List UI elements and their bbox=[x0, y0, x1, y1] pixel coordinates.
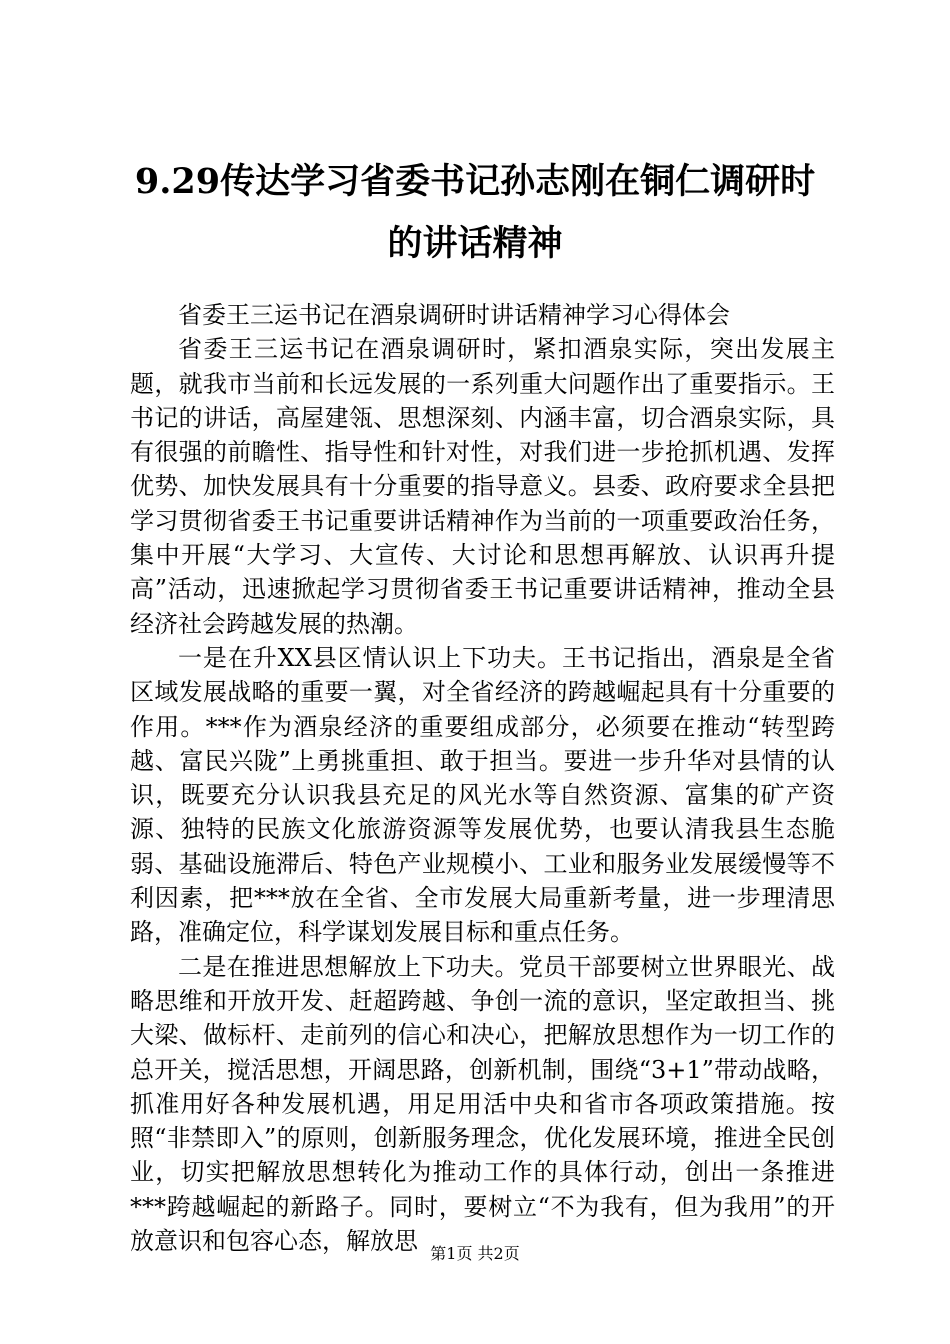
paragraph-subtitle: 省委王三运书记在酒泉调研时讲话精神学习心得体会 bbox=[178, 301, 730, 329]
paragraph-intro: 省委王三运书记在酒泉调研时，紧扣酒泉实际，突出发展主题，就我市当前和长远发展的一系列重大问题作出了重要指示。王书记的讲话，高屋建瓴、思想深刻、内涵丰富，切合酒泉实际，具有很强的前瞻性、指导性和针对性，对我们进一步抢抓机遇、发挥优势、加快发展具有十分重要的指导意义。县委、政府要求全县把学习贯彻省委王书记重要讲话精神作为当前的一项重要政治任务，集中开展“大学习、大宣传、大讨论和思想再解放、认识再升提高”活动，迅速掀起学习贯彻省委王书记重要讲话精神，推动全县经济社会跨越发展的热潮。 bbox=[130, 335, 835, 638]
document-title-line-1: 9.29传达学习省委书记孙志刚在铜仁调研时 bbox=[134, 161, 816, 202]
paragraph-point-one: 一是在升XX县区情认识上下功夫。王书记指出，酒泉是全省区域发展战略的重要一翼，对全省经济的跨越崛起具有十分重要的作用。***作为酒泉经济的重要组成部分，必须要在推动“转型跨越、富民兴陇”上勇挑重担、敢于担当。要进一步升华对县情的认识，既要充分认识我县充足的风光水等自然资源、富集的矿产资源、独特的民族文化旅游资源等发展优势，也要认清我县生态脆弱、基础设施滞后、特色产业规模小、工业和服务业发展缓慢等不利因素，把***放在全省、全市发展大局重新考量，进一步理清思路，准确定位，科学谋划发展目标和重点任务。 bbox=[130, 643, 835, 947]
document-body bbox=[130, 298, 835, 1258]
page-number-footer: 第1页 共2页 bbox=[430, 1244, 520, 1263]
paragraph-point-two: 二是在推进思想解放上下功夫。党员干部要树立世界眼光、战略思维和开放开发、赶超跨越、争创一流的意识，坚定敢担当、挑大梁、做标杆、走前列的信心和决心，把解放思想作为一切工作的总开关，搅活思想，开阔思路，创新机制，围绕“3+1”带动战略，抓准用好各种发展机遇，用足用活中央和省市各项政策措施。按照“非禁即入”的原则，创新服务理念，优化发展环境，推进全民创业，切实把解放思想转化为推动工作的具体行动，创出一条推进***跨越崛起的新路子。同时，要树立“不为我有，但为我用”的开放意识和包容心态，解放思 bbox=[130, 952, 835, 1256]
document-title-line-2: 的讲话精神 bbox=[387, 223, 563, 264]
